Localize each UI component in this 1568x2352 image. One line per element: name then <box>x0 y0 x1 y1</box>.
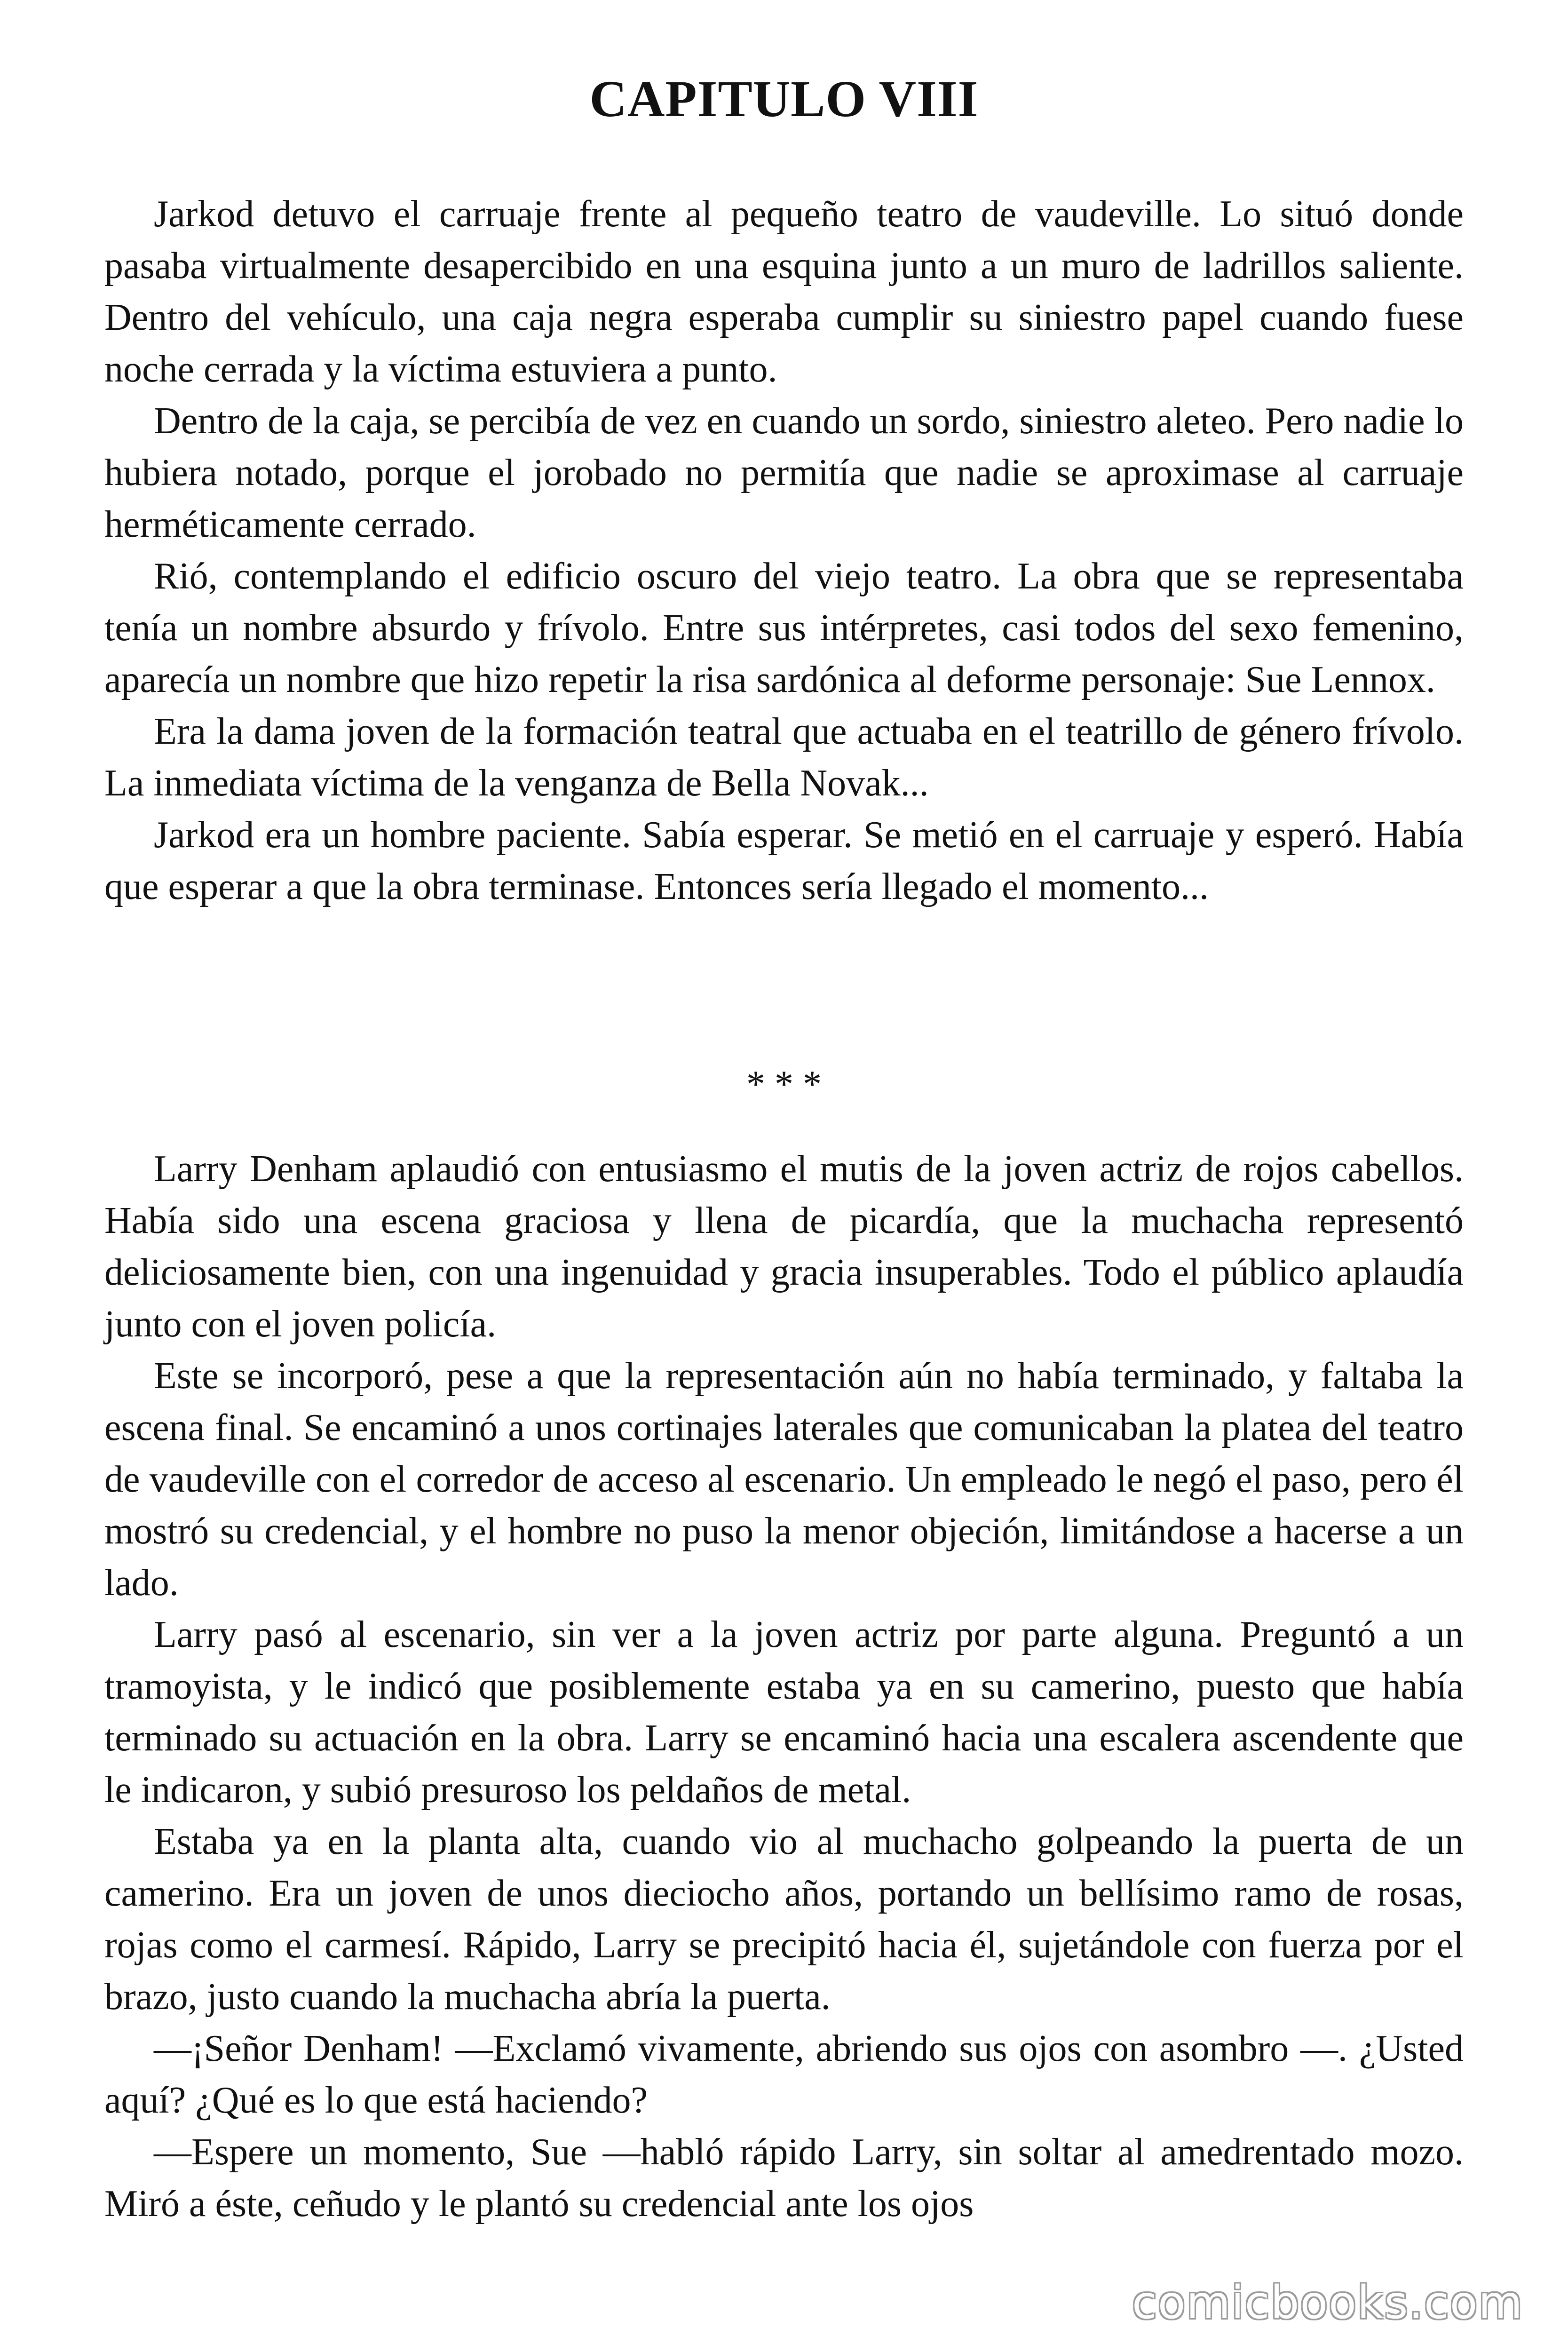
section-separator: * * * <box>746 1064 822 1105</box>
paragraph: Larry pasó al escenario, sin ver a la joven actriz por parte alguna. Preguntó a un tramoyista, y le indicó que posiblemente estaba ya en su camerino, puesto que había terminado su actuación en la obra. Larry se encaminó hacia una escalera ascendente que le indicaron, y subió presuroso los peldaños de metal. <box>104 1614 1464 1811</box>
section-one <box>104 188 1464 913</box>
paragraph: Este se incorporó, pese a que la representación aún no había terminado, y faltaba la escena final. Se encaminó a unos cortinajes laterales que comunicaban la platea del teatro de vaudeville con el corredor de acceso al escenario. Un empleado le negó el paso, pero él mostró su credencial, y el hombre no puso la menor objeción, limitándose a hacerse a un lado. <box>104 1355 1464 1604</box>
paragraph: Estaba ya en la planta alta, cuando vio al muchacho golpeando la puerta de un camerino. Era un joven de unos dieciocho años, portando un bellísimo ramo de rosas, rojas como el carmesí. Rápido, Larry se precipitó hacia él, sujetándole con fuerza por el brazo, justo cuando la muchacha abría la puerta. <box>104 1821 1464 2018</box>
paragraph: —Espere un momento, Sue —habló rápido Larry, sin soltar al amedrentado mozo. Miró a éste, ceñudo y le plantó su credencial ante los ojos <box>104 2131 1464 2225</box>
paragraph: —¡Señor Denham! —Exclamó vivamente, abriendo sus ojos con asombro —. ¿Usted aquí? ¿Qué es lo que está haciendo? <box>104 2028 1464 2121</box>
paragraph: Larry Denham aplaudió con entusiasmo el mutis de la joven actriz de rojos cabellos. Había sido una escena graciosa y llena de picardía, que la muchacha representó deliciosamente bien, con una ingenuidad y gracia insuperables. Todo el público aplaudía junto con el joven policía. <box>104 1148 1464 1345</box>
chapter-title: CAPITULO VIII <box>589 70 979 127</box>
paragraph: Rió, contemplando el edificio oscuro del viejo teatro. La obra que se representaba tenía un nombre absurdo y frívolo. Entre sus intérpretes, casi todos del sexo femenino, aparecía un nombre que hizo repetir la risa sardónica al deforme personaje: Sue Lennox. <box>104 556 1464 700</box>
watermark-logo: comicbooks.com <box>1132 2276 1523 2329</box>
paragraph: Dentro de la caja, se percibía de vez en cuando un sordo, siniestro aleteo. Pero nadie lo hubiera notado, porque el jorobado no permitía que nadie se aproximase al carruaje herméticamente cerrado. <box>104 400 1464 545</box>
paragraph: Era la dama joven de la formación teatral que actuaba en el teatrillo de género frívolo. La inmediata víctima de la venganza de Bella Novak... <box>104 711 1464 804</box>
paragraph: Jarkod detuvo el carruaje frente al pequeño teatro de vaudeville. Lo situó donde pasaba virtualmente desapercibido en una esquina junto a un muro de ladrillos saliente. Dentro del vehículo, una caja negra esperaba cumplir su siniestro papel cuando fuese noche cerrada y la víctima estuviera a punto. <box>104 193 1464 390</box>
section-two <box>104 1143 1464 2230</box>
paragraph: Jarkod era un hombre paciente. Sabía esperar. Se metió en el carruaje y esperó. Había que esperar a que la obra terminase. Entonces sería llegado el momento... <box>104 814 1464 907</box>
